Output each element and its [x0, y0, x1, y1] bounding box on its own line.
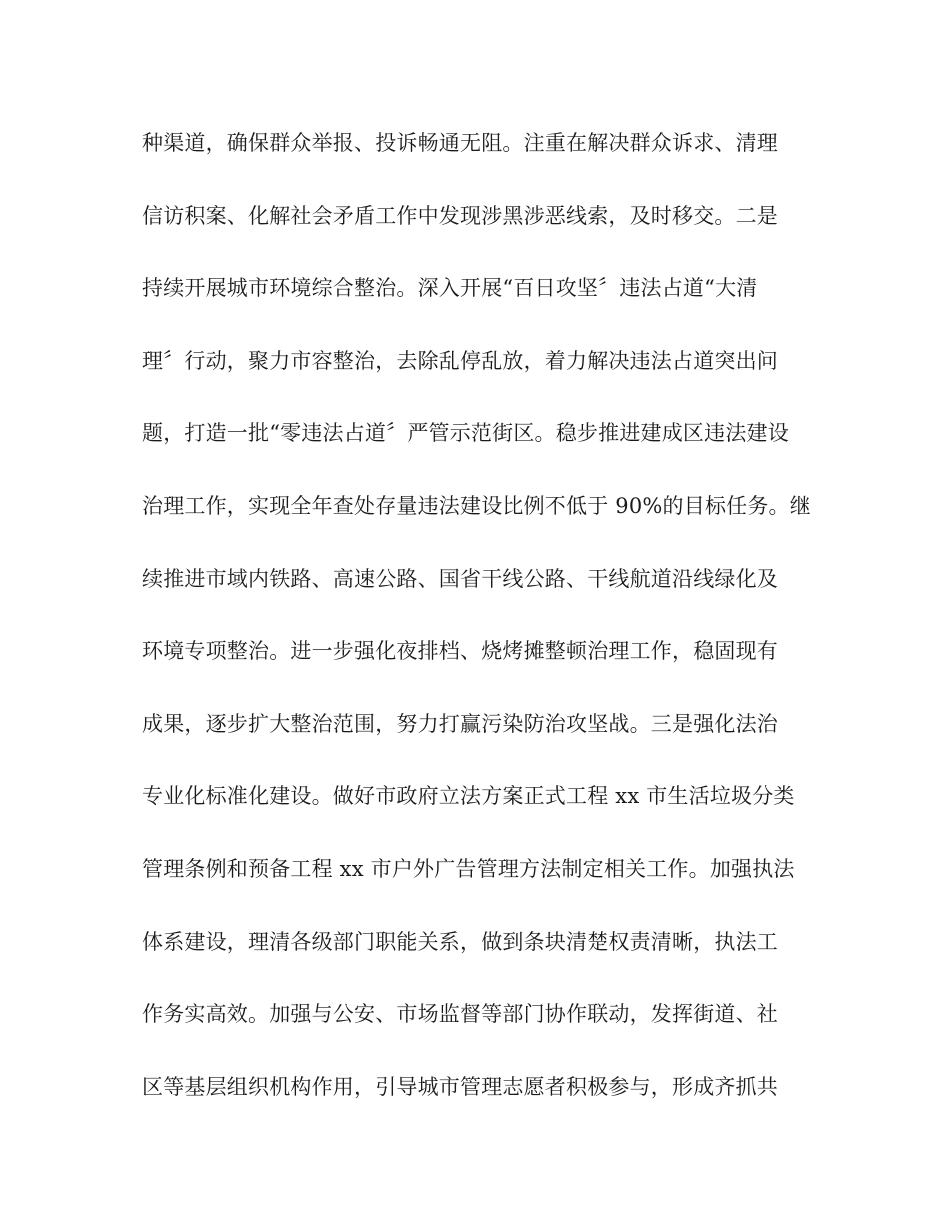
text-line-5: 题，打造一批“零违法占道〞严管示范街区。稳步推进建成区违法建设: [142, 421, 789, 446]
text-line-1: 种渠道，确保群众举报、投诉畅通无阻。注重在解决群众诉求、清理: [142, 131, 778, 155]
text-line-11: 管理条例和预备工程 xx 市户外广告管理方法制定相关工作。加强执法: [142, 856, 795, 881]
text-line-8: 环境专项整治。进一步强化夜排档、烧烤摊整顿治理工作，稳固现有: [142, 639, 778, 664]
text-line-3: 持续开展城市环境综合整治。深入开展“百日攻坚〞违法占道“大清: [142, 276, 758, 301]
text-line-2: 信访积案、化解社会矛盾工作中发现涉黑涉恶线索，及时移交。二是: [142, 203, 778, 228]
text-line-4: 理〞行动，聚力市容整治，去除乱停乱放，着力解决违法占道突出问: [142, 348, 778, 373]
text-line-10: 专业化标准化建设。做好市政府立法方案正式工程 xx 市生活垃圾分类: [142, 784, 795, 809]
text-line-6: 治理工作，实现全年查处存量违法建设比例不低于 90%的目标任务。继: [142, 493, 811, 518]
text-line-9: 成果，逐步扩大整治范围，努力打赢污染防治攻坚战。三是强化法治: [142, 711, 778, 736]
text-line-7: 续推进市域内铁路、高速公路、国省干线公路、干线航道沿线绿化及: [142, 566, 778, 591]
text-line-14: 区等基层组织机构作用，引导城市管理志愿者积极参与，形成齐抓共: [142, 1074, 778, 1099]
body-paragraph: [142, 122, 822, 1138]
text-line-12: 体系建设，理清各级部门职能关系，做到条块清楚权责清晰，执法工: [142, 929, 778, 954]
text-line-13: 作务实高效。加强与公安、市场监督等部门协作联动，发挥街道、社: [142, 1002, 778, 1027]
